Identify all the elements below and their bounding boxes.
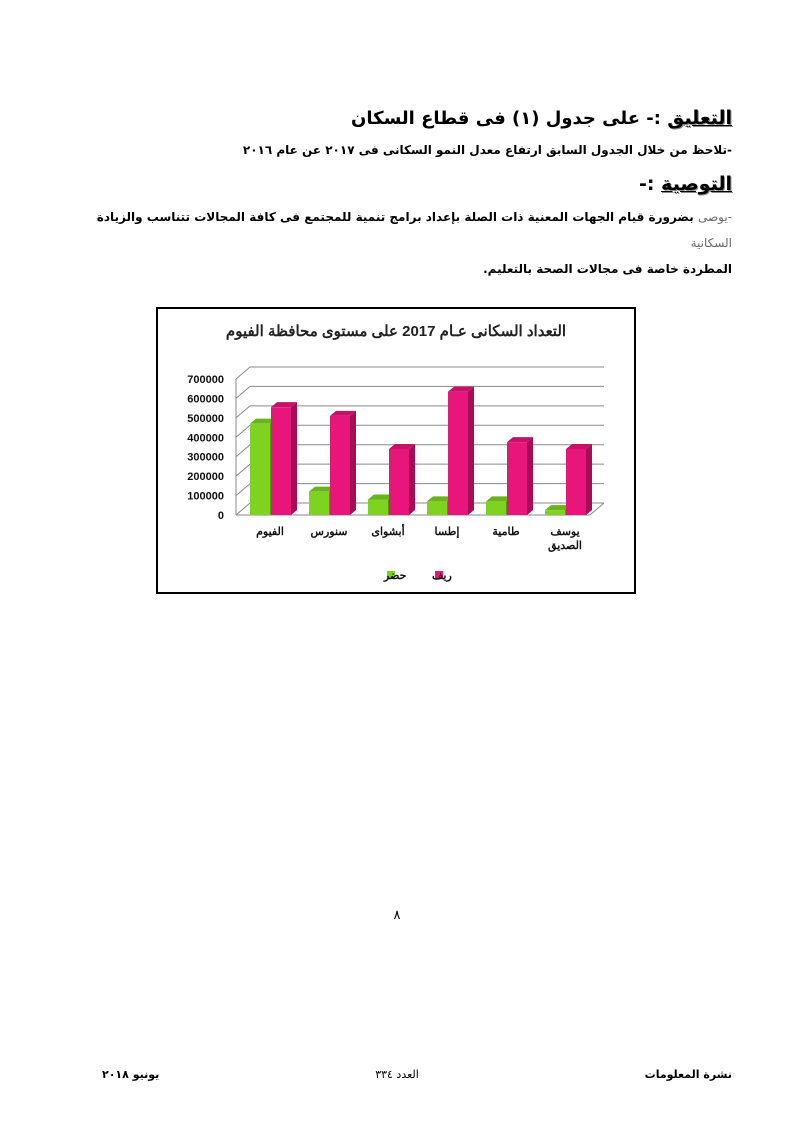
svg-text:حضر: حضر (384, 570, 407, 582)
legend-item (432, 570, 452, 582)
recommendation-paragraph (52, 204, 732, 282)
grid-diag (236, 386, 250, 398)
heading-commentary-text: :- على جدول (١) فى قطاع السكان (350, 108, 661, 129)
grid-diag (236, 367, 250, 379)
footer-issue: العدد ٣٣٤ (375, 1068, 419, 1081)
recommendation-end: السكانية (690, 236, 732, 250)
heading-recommendation-keyword: التوصية (661, 173, 732, 195)
y-tick-label: 600000 (187, 393, 224, 406)
recommendation-main: بضرورة قيام الجهات المعنية ذات الصلة بإعداد برامج تنمية للمجتمع فى كافة المجالات تتناسب والزيادة (96, 210, 698, 224)
x-tick-label: أبشواى (371, 526, 405, 538)
chart-legend (383, 570, 452, 582)
y-tick-label: 500000 (187, 412, 224, 425)
x-tick-label: الصديق (548, 540, 582, 552)
recommendation-start: -يوصى (697, 210, 732, 224)
bar-ريف-1 (330, 411, 356, 515)
x-tick-label: سنورس (310, 526, 348, 538)
chart-title: التعداد السكانى عـام 2017 على مستوى محافظة الفيوم (225, 323, 567, 340)
footer-publication: نشرة المعلومات (644, 1068, 732, 1081)
heading-commentary (52, 104, 732, 133)
svg-text:ريف: ريف (432, 570, 452, 582)
recommendation-line2: المطردة خاصة فى مجالات الصحة بالتعليم. (483, 262, 732, 276)
y-tick-label: 0 (217, 510, 224, 522)
heading-recommendation-text: :- (638, 173, 655, 195)
grid-diag (236, 503, 250, 515)
bar-ريف-2 (389, 444, 415, 515)
x-tick-label: طامية (492, 526, 520, 538)
y-tick-label: 200000 (187, 471, 224, 484)
grid-diag (236, 464, 250, 476)
chart-y-axis (187, 374, 224, 522)
legend-item (383, 570, 407, 582)
y-tick-label: 400000 (187, 432, 224, 445)
bar-ريف-0 (271, 402, 297, 515)
heading-recommendation (52, 170, 732, 198)
footer-date: يونيو ٢٠١٨ (102, 1068, 160, 1081)
chart-svg (158, 309, 634, 592)
x-tick-label: الفيوم (256, 526, 284, 538)
y-tick-label: 300000 (187, 451, 224, 464)
chart-x-axis (256, 524, 582, 552)
x-tick-label: يوسف (550, 526, 580, 538)
grid-diag (236, 406, 250, 418)
x-tick-label: إطسا (434, 526, 460, 538)
bar-ريف-3 (448, 387, 474, 515)
page-footer (62, 1068, 732, 1086)
floor-right (590, 503, 604, 515)
heading-commentary-keyword: التعليق (667, 107, 732, 129)
grid-diag (236, 445, 250, 457)
bar-ريف-5 (566, 444, 592, 515)
y-tick-label: 100000 (187, 490, 224, 503)
bar-ريف-4 (507, 437, 533, 515)
population-chart (156, 307, 636, 594)
grid-diag (236, 425, 250, 437)
y-tick-label: 700000 (187, 374, 224, 386)
grid-diag (236, 484, 250, 496)
page-number: ٨ (393, 908, 401, 923)
commentary-paragraph: -تلاحظ من خلال الجدول السابق ارتفاع معدل النمو السكانى فى ٢٠١٧ عن عام ٢٠١٦ (242, 143, 732, 157)
